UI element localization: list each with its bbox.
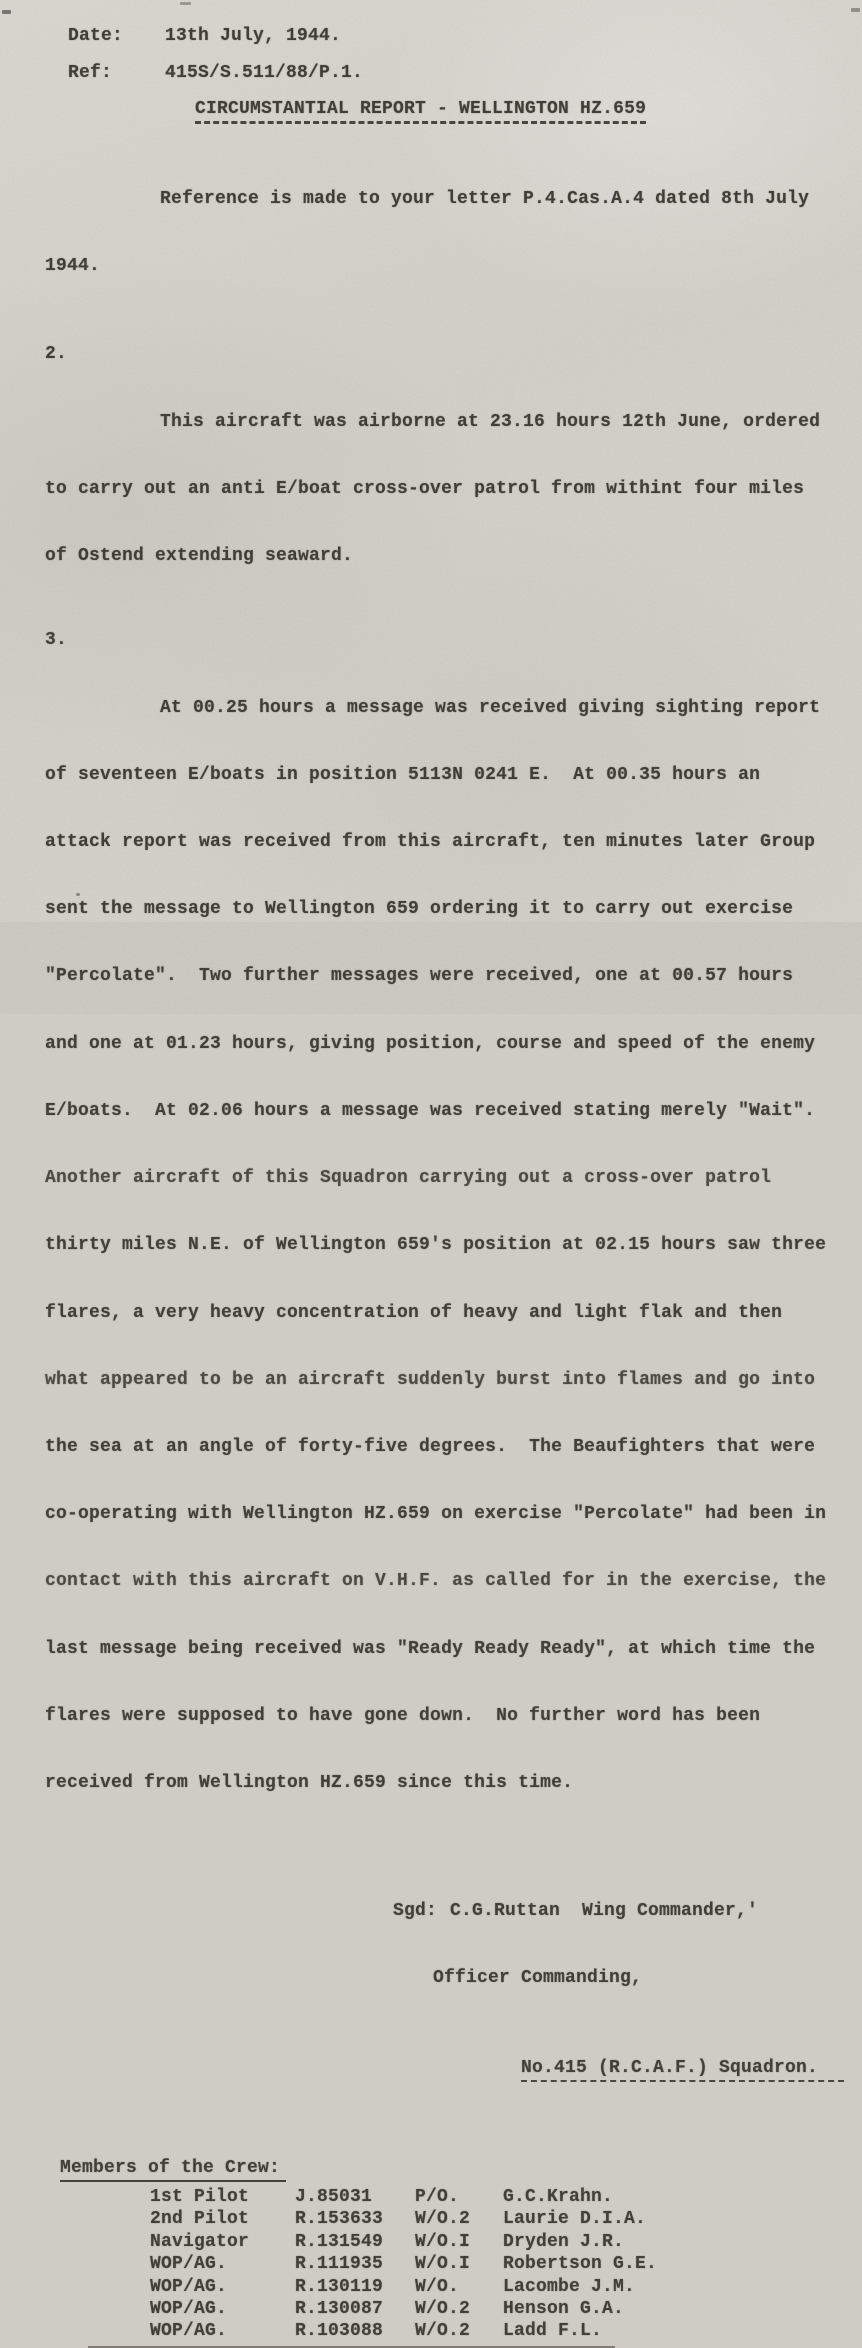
text-line: what appeared to be an aircraft suddenly burst into flames and go into <box>45 1369 816 1390</box>
crew-rank: W/O.2 <box>415 2321 471 2342</box>
crew-rank: W/O.2 <box>415 2209 471 2230</box>
ref-value: 415S/S.511/88/P.1. <box>165 63 364 84</box>
scan-speck <box>76 893 80 896</box>
text-line: co-operating with Wellington HZ.659 on exercise "Percolate" had been in <box>45 1504 827 1525</box>
text-line: sent the message to Wellington 659 ordering it to carry out exercise <box>45 899 794 920</box>
paragraph-2 <box>45 343 822 612</box>
text-line: This aircraft was airborne at 23.16 hours 12th June, ordered <box>160 411 821 432</box>
text-line: to carry out an anti E/boat cross-over patrol from withint four miles <box>45 478 805 499</box>
text-line: received from Wellington HZ.659 since this time. <box>45 1773 574 1794</box>
crew-service-number: J.85031 <box>295 2186 373 2207</box>
date-label: Date: <box>68 26 124 46</box>
text-line: last message being received was "Ready Ready Ready", at which time the <box>45 1638 816 1659</box>
crew-rank: P/O. <box>415 2186 460 2207</box>
date-value: 13th July, 1944. <box>165 26 342 46</box>
crew-name: Robertson G.E. <box>503 2254 658 2275</box>
scan-speck <box>851 8 860 12</box>
crew-name: Henson G.A. <box>503 2299 625 2319</box>
crew-service-number: R.131549 <box>295 2231 384 2252</box>
signing-officer: C.G.Ruttan Wing Commander,' <box>450 1901 759 1922</box>
signature-line-2: Officer Commanding, <box>433 1968 643 1989</box>
text-line: contact with this aircraft on V.H.F. as called for in the exercise, the <box>45 1571 827 1592</box>
paragraph-number: 2. <box>45 344 68 365</box>
crew-role: Navigator <box>150 2231 250 2252</box>
crew-row <box>150 2208 822 2230</box>
text-line: At 00.25 hours a message was received giving sighting report <box>160 697 821 718</box>
crew-service-number: R.111935 <box>295 2254 384 2275</box>
crew-row <box>150 2276 822 2298</box>
signature-line-1 <box>393 1900 822 1922</box>
crew-section <box>45 2157 822 2348</box>
crew-row <box>150 2320 822 2342</box>
crew-rank: W/O.I <box>415 2254 471 2275</box>
crew-name: Laurie D.I.A. <box>503 2209 647 2230</box>
title-row <box>45 98 822 124</box>
squadron-name: No.415 (R.C.A.F.) Squadron. <box>521 2057 844 2082</box>
signature-block <box>393 1855 822 2149</box>
crew-role: 2nd Pilot <box>150 2209 250 2230</box>
crew-rank: W/O.I <box>415 2231 471 2252</box>
crew-heading: Members of the Crew: <box>60 2157 822 2182</box>
text-line: the sea at an angle of forty-five degrees. The Beaufighters that were <box>45 1436 816 1457</box>
crew-row <box>150 2186 822 2208</box>
ref-label: Ref: <box>68 63 113 84</box>
crew-role: WOP/AG. <box>150 2254 228 2275</box>
text-line: 1944. <box>45 256 101 277</box>
text-line: of Ostend extending seaward. <box>45 546 354 567</box>
date-row <box>68 25 822 47</box>
crew-role: WOP/AG. <box>150 2321 228 2342</box>
crew-rank: W/O. <box>415 2276 460 2297</box>
scan-speck <box>180 2 191 5</box>
text-line: flares were supposed to have gone down. No further word has been <box>45 1705 761 1726</box>
report-title: CIRCUMSTANTIAL REPORT - WELLINGTON HZ.659 <box>195 98 646 124</box>
signature-line-3 <box>433 2035 822 2105</box>
text-line: and one at 01.23 hours, giving position, course and speed of the enemy <box>45 1033 816 1054</box>
text-line: Reference is made to your letter P.4.Cas.A.4 dated 8th July <box>160 189 810 210</box>
crew-row <box>150 2231 822 2253</box>
text-line: of seventeen E/boats in position 5113N 0241 E. At 00.35 hours an <box>45 764 761 785</box>
paragraph-reference <box>45 143 822 322</box>
crew-name: Ladd F.L. <box>503 2321 603 2342</box>
crew-rank: W/O.2 <box>415 2299 471 2319</box>
paragraph-3 <box>45 629 827 1839</box>
crew-service-number: R.130119 <box>295 2276 384 2297</box>
text-line: flares, a very heavy concentration of heavy and light flak and then <box>45 1302 783 1323</box>
crew-role: 1st Pilot <box>150 2186 250 2207</box>
crew-row <box>150 2253 822 2275</box>
crew-name: Dryden J.R. <box>503 2231 625 2252</box>
crew-service-number: R.153633 <box>295 2209 384 2230</box>
ref-row <box>68 62 822 84</box>
crew-service-number: R.103088 <box>295 2321 384 2342</box>
crew-table <box>45 2186 822 2343</box>
text-line: attack report was received from this aircraft, ten minutes later Group <box>45 832 816 852</box>
scan-speck <box>2 10 11 14</box>
text-line: Another aircraft of this Squadron carrying out a cross-over patrol <box>45 1168 772 1189</box>
sgd-label: Sgd: <box>393 1901 438 1922</box>
text-line: thirty miles N.E. of Wellington 659's position at 02.15 hours saw three <box>45 1235 827 1256</box>
crew-service-number: R.130087 <box>295 2299 384 2319</box>
crew-name: Lacombe J.M. <box>503 2276 636 2297</box>
crew-role: WOP/AG. <box>150 2299 228 2319</box>
crew-role: WOP/AG. <box>150 2276 228 2297</box>
crew-name: G.C.Krahn. <box>503 2186 614 2207</box>
text-line: E/boats. At 02.06 hours a message was received stating merely "Wait". <box>45 1100 816 1121</box>
text-line: "Percolate". Two further messages were received, one at 00.57 hours <box>45 966 794 987</box>
crew-row <box>150 2298 822 2320</box>
paragraph-number: 3. <box>45 630 68 651</box>
